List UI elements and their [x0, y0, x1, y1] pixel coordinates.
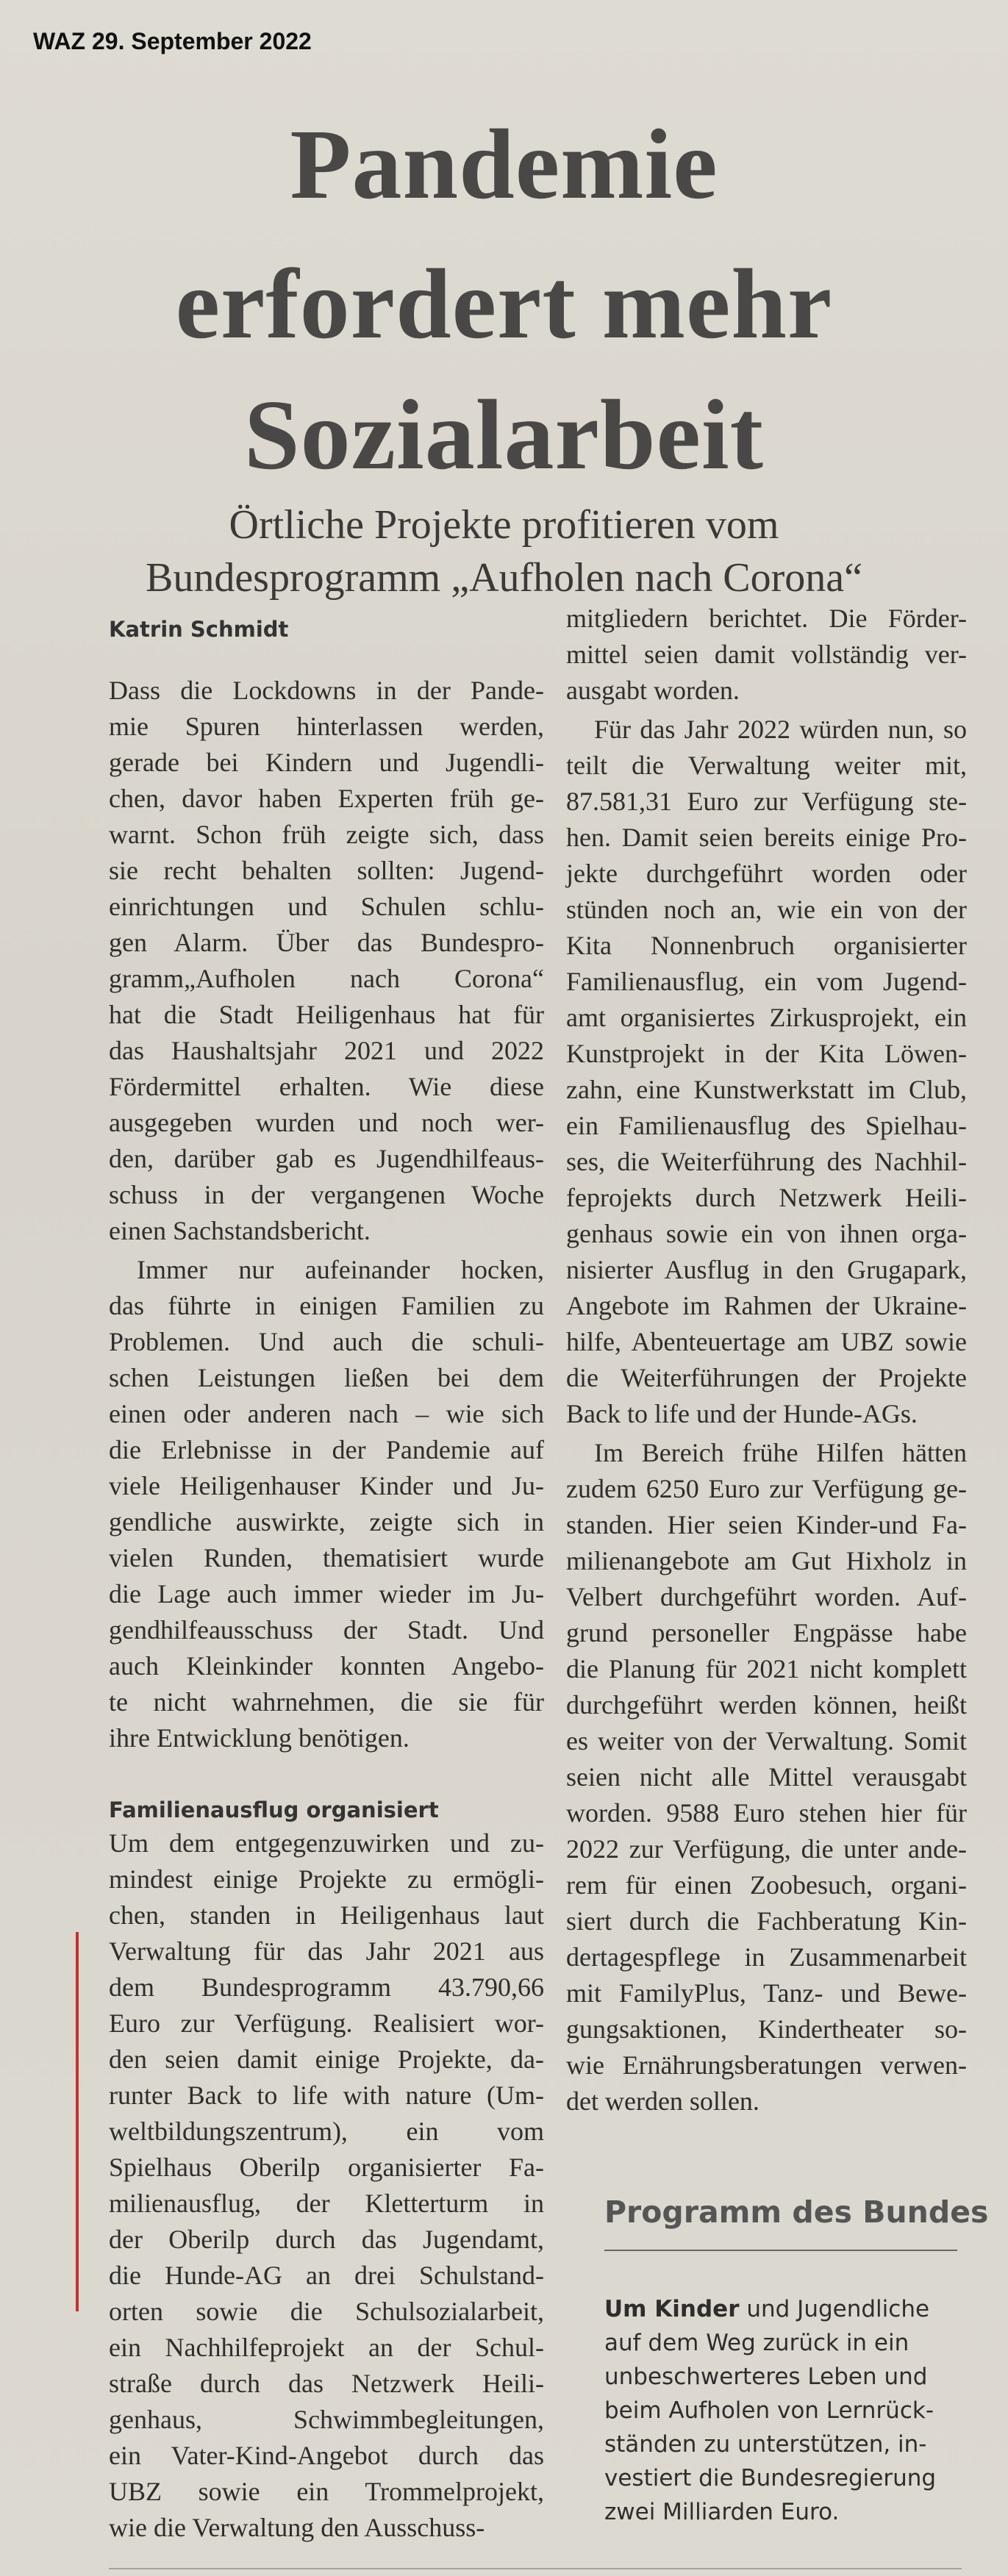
text-line: mie Spuren hinterlassen werden, [109, 712, 544, 741]
text-line: weltbildungszentrum), ein vom [109, 2117, 544, 2146]
text-line: Kunstprojekt in der Kita Löwen- [566, 1039, 967, 1068]
text-line: gendhilfeausschuss der Stadt. Und [109, 1615, 544, 1645]
text-line: teilt die Verwaltung weiter mit, [566, 751, 967, 780]
text-line: feprojekts durch Netzwerk Heili- [566, 1183, 967, 1212]
paragraph-intro [109, 673, 544, 1249]
text-line: hat die Stadt Heiligenhaus hat für [109, 1000, 544, 1029]
text-line: einrichtungen und Schulen schlu- [109, 892, 544, 921]
text-line: Problemen. Und auch die schuli- [109, 1327, 544, 1356]
text-line: den seien damit einige Projekte, da- [109, 2044, 544, 2074]
text-line: zahn, eine Kunstwerkstatt im Club, [566, 1075, 967, 1104]
text-line: orten sowie die Schulsozialarbeit, [109, 2297, 544, 2326]
text-line: ein Vater-Kind-Angebot durch das [109, 2441, 544, 2470]
infobox-divider [604, 2250, 957, 2251]
text-line: grund personeller Engpässe habe [566, 1618, 967, 1647]
text-line: zudem 6250 Euro zur Verfügung ge- [566, 1474, 967, 1503]
text-line: hilfe, Abenteuertage am UBZ sowie [566, 1327, 967, 1356]
text-line: chen, davor haben Experten früh ge- [109, 784, 544, 813]
infobox-line: beim Aufholen von Lernrück- [604, 2397, 934, 2424]
headline-line-1: Pandemie [290, 110, 718, 220]
text-line: ein Familienausflug des Spielhau- [566, 1111, 967, 1140]
text-line: vielen Runden, thematisiert wurde [109, 1543, 544, 1573]
text-line: 2022 zur Verfügung, die unter ande- [566, 1834, 967, 1864]
text-line: genhaus sowie ein von ihnen orga- [566, 1219, 967, 1248]
text-line: auch Kleinkinder konnten Angebo- [109, 1651, 544, 1681]
text-line: mitgliedern berichtet. Die Förder- [566, 604, 967, 633]
text-line: genhaus, Schwimmbegleitungen, [109, 2405, 544, 2434]
text-line: die Weiterführungen der Projekte [566, 1363, 967, 1392]
subhead-line-1: Örtliche Projekte profitieren vom [229, 502, 779, 548]
text-line: gerade bei Kindern und Jugendli- [109, 748, 544, 777]
text-line: die Planung für 2021 nicht komplett [566, 1654, 967, 1684]
text-line: gendliche auswirkte, zeigte sich in [109, 1507, 544, 1536]
text-line: Kita Nonnenbruch organisierter [566, 931, 967, 960]
text-line: ihre Entwicklung benötigen. [109, 1723, 410, 1753]
text-line: gungsaktionen, Kindertheater so- [566, 2014, 967, 2044]
text-line: schuss in der vergangenen Woche [109, 1180, 544, 1209]
headline-line-3: Sozialarbeit [243, 380, 764, 490]
text-line: mindest einige Projekte zu ermögli- [109, 1864, 544, 1894]
text-line: Fördermittel erhalten. Wie diese [109, 1072, 544, 1101]
text-line: dertagespflege in Zusammenarbeit [566, 1942, 967, 1972]
infobox-text [604, 2292, 936, 2529]
text-line: Angebote im Rahmen der Ukraine- [566, 1291, 967, 1320]
text-line: die Lage auch immer wieder im Ju- [109, 1579, 544, 1609]
text-line: einen oder anderen nach – wie sich [109, 1399, 544, 1428]
text-line: UBZ sowie ein Trommelprojekt, [109, 2477, 544, 2506]
text-line: schen Leistungen ließen bei dem [109, 1363, 544, 1392]
section-heading: Familienausflug organisiert [109, 1797, 439, 1822]
text-line: siert durch die Fachberatung Kin- [566, 1906, 967, 1936]
text-line: Velbert durchgeführt worden. Auf- [566, 1582, 967, 1611]
text-line: runter Back to life with nature (Um- [109, 2081, 544, 2110]
infobox-line: ständen zu unterstützen, in- [604, 2431, 927, 2458]
infobox-title: Programm des Bundes [604, 2194, 989, 2230]
text-line: Im Bereich frühe Hilfen hätten [594, 1438, 967, 1467]
text-line: jekte durchgeführt worden oder [566, 859, 967, 888]
text-line: mit FamilyPlus, Tanz- und Bewe- [566, 1978, 967, 2008]
text-line: die Erlebnisse in der Pandemie auf [109, 1435, 544, 1464]
text-line: ses, die Weiterführung des Nachhil- [566, 1147, 967, 1176]
text-line: gramm„Aufholen nach Corona“ [109, 964, 544, 993]
infobox-first-line [604, 2292, 936, 2326]
author-byline: Katrin Schmidt [109, 617, 289, 642]
text-line: nisierter Ausflug in den Grugapark, [566, 1255, 967, 1284]
text-line: standen. Hier seien Kinder-und Fa- [566, 1510, 967, 1539]
text-line: einen Sachstandsbericht. [109, 1216, 371, 1245]
text-line: sie recht behalten sollten: Jugend- [109, 856, 544, 885]
infobox-first-line-rest: und Jugendliche [739, 2296, 930, 2322]
bleed-through-text-left [44, 662, 103, 2353]
text-line: viele Heiligenhauser Kinder und Ju- [109, 1471, 544, 1500]
text-line: warnt. Schon früh zeigte sich, dass [109, 820, 544, 849]
text-line: straße durch das Netzwerk Heili- [109, 2369, 544, 2398]
text-line: stünden noch an, wie ein von der [566, 895, 967, 924]
paragraph-committee [566, 601, 967, 709]
text-line: den, darüber gab es Jugendhilfeaus- [109, 1144, 544, 1173]
text-line: Um dem entgegenzuwirken und zu- [109, 1828, 544, 1858]
text-line: Spielhaus Oberilp organisierter Fa- [109, 2153, 544, 2182]
text-line: Für das Jahr 2022 würden nun, so [594, 715, 967, 744]
text-line: dem Bundesprogramm 43.790,66 [109, 1972, 544, 2002]
text-line: das Haushaltsjahr 2021 und 2022 [109, 1036, 544, 1065]
text-line: gen Alarm. Über das Bundespro- [109, 928, 544, 957]
text-line: die Hunde-AG an drei Schulstand- [109, 2261, 544, 2290]
margin-marker-line [76, 1932, 79, 2311]
text-line: det werden sollen. [566, 2086, 759, 2116]
text-line: Verwaltung für das Jahr 2021 aus [109, 1936, 544, 1966]
bottom-divider [109, 2568, 962, 2569]
paragraph-problems [109, 1252, 544, 1756]
text-line: wie Ernährungsberatungen verwen- [566, 2050, 967, 2080]
text-line: hen. Damit seien bereits einige Pro- [566, 823, 967, 852]
text-line: worden. 9588 Euro stehen hier für [566, 1798, 967, 1828]
infobox-lines [604, 2326, 936, 2529]
article-column-1 [109, 673, 544, 2546]
text-line: Back to life und der Hunde-AGs. [566, 1399, 918, 1428]
text-line: es weiter von der Verwaltung. Somit [566, 1726, 967, 1756]
text-line: seien nicht alle Mittel verausgabt [566, 1762, 967, 1792]
text-line: mittel seien damit vollständig ver- [566, 640, 967, 669]
text-line: der Oberilp durch das Jugendamt, [109, 2225, 544, 2254]
text-line: wie die Verwaltung den Ausschuss- [109, 2513, 485, 2542]
text-line: 87.581,31 Euro zur Verfügung ste- [566, 787, 967, 816]
infobox-line: zwei Milliarden Euro. [604, 2499, 840, 2525]
subhead-line-2: Bundesprogramm „Aufholen nach Corona“ [145, 555, 863, 601]
infobox-lead: Um Kinder [604, 2296, 740, 2322]
headline-line-2: erfordert mehr [175, 249, 833, 359]
paragraph-projects-2021 [109, 1825, 544, 2546]
text-line: durchgeführt werden können, heißt [566, 1690, 967, 1720]
text-line: ausgabt worden. [566, 676, 740, 705]
source-label: WAZ 29. September 2022 [33, 28, 312, 54]
paragraph-projects-2022 [566, 712, 967, 1432]
text-line: te nicht wahrnehmen, die sie für [109, 1687, 544, 1717]
text-line: Euro zur Verfügung. Realisiert wor- [109, 2008, 544, 2038]
article-column-2 [566, 601, 967, 2119]
text-line: ein Nachhilfeprojekt an der Schul- [109, 2333, 544, 2362]
text-line: ausgegeben wurden und noch wer- [109, 1108, 544, 1137]
paragraph-early-help [566, 1435, 967, 2119]
text-line: rem für einen Zoobesuch, organi- [566, 1870, 967, 1900]
text-line: Dass die Lockdowns in der Pande- [109, 676, 544, 705]
text-line: milienausflug, der Kletterturm in [109, 2189, 544, 2218]
text-line: das führte in einigen Familien zu [109, 1291, 544, 1320]
infobox-line: unbeschwerteres Leben und [604, 2364, 928, 2390]
text-line: Immer nur aufeinander hocken, [137, 1255, 544, 1284]
text-line: Familienausflug, ein vom Jugend- [566, 967, 967, 996]
infobox-line: auf dem Weg zurück in ein [604, 2330, 909, 2356]
text-line: milienangebote am Gut Hixholz in [566, 1546, 967, 1575]
text-line: chen, standen in Heiligenhaus laut [109, 1900, 544, 1930]
infobox-line: vestiert die Bundesregierung [604, 2465, 937, 2491]
text-line: amt organisiertes Zirkusprojekt, ein [566, 1003, 967, 1032]
